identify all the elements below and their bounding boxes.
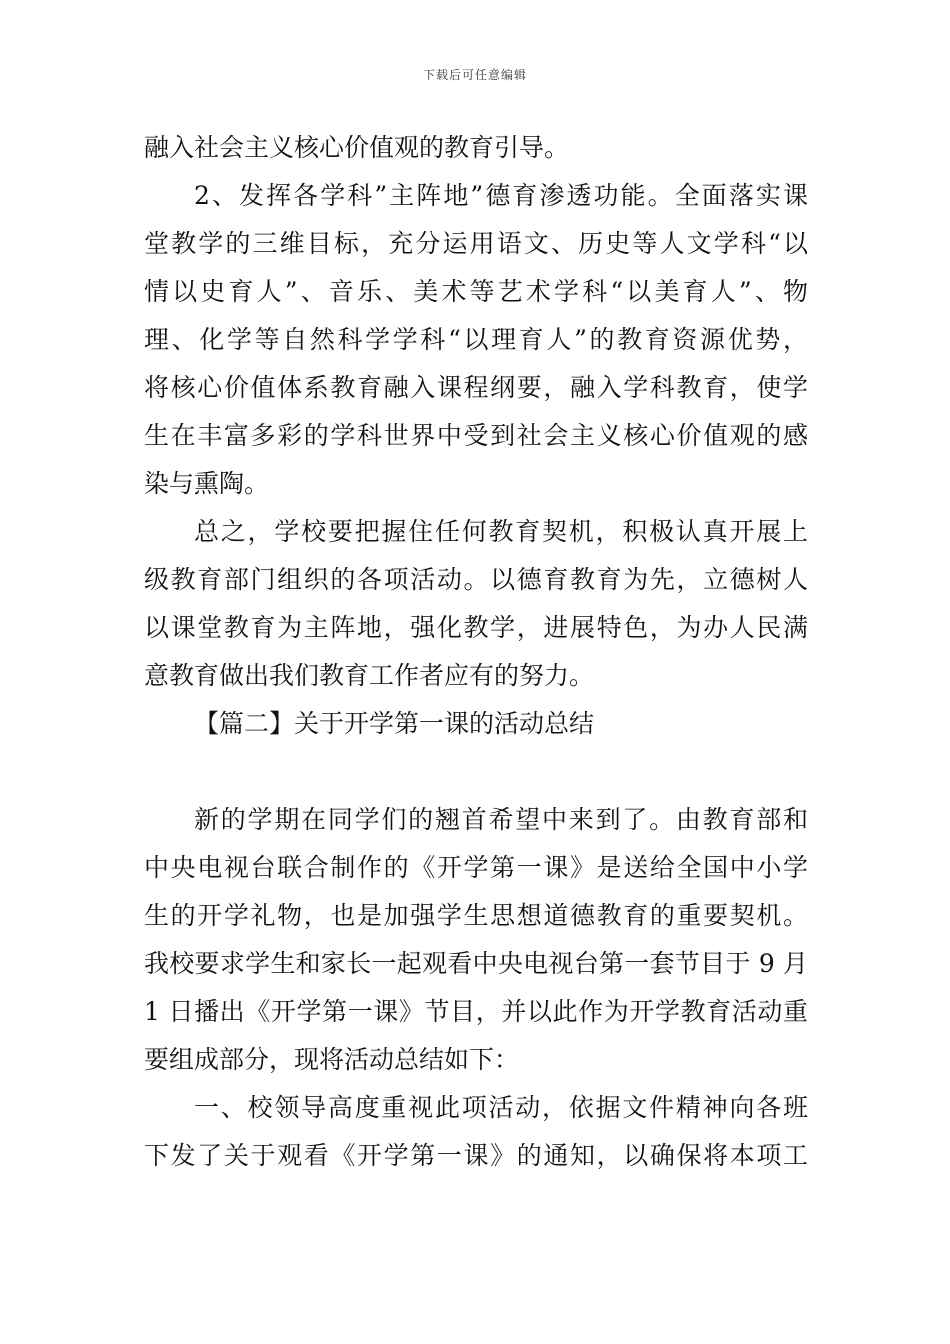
text-line: 级教育部门组织的各项活动。以德育教育为先，立德树人: [144, 565, 808, 594]
text-line: 将核心价值体系教育融入课程纲要，融入学科教育，使学: [144, 373, 808, 402]
text-line: 理、化学等自然科学学科“以理育人”的教育资源优势，: [144, 325, 808, 354]
text-line: 中央电视台联合制作的《开学第一课》是送给全国中小学: [144, 853, 808, 882]
text-line: 2、发挥各学科”主阵地”德育渗透功能。全面落实课: [194, 181, 808, 210]
text-line: 染与熏陶。: [144, 469, 270, 498]
text-line: 我校要求学生和家长一起观看中央电视台第一套节目于 9 月: [144, 949, 808, 978]
text-line: 堂教学的三维目标，充分运用语文、历史等人文学科“以: [144, 229, 808, 258]
text-line: 一、校领导高度重视此项活动，依据文件精神向各班: [194, 1093, 808, 1122]
document-body: [144, 124, 808, 1180]
text-line: 融入社会主义核心价值观的教育引导。: [144, 133, 570, 162]
blank-line: [144, 748, 808, 796]
text-line: 生的开学礼物，也是加强学生思想道德教育的重要契机。: [144, 901, 808, 930]
text-line: 意教育做出我们教育工作者应有的努力。: [144, 661, 595, 690]
text-line: 【篇二】关于开学第一课的活动总结: [194, 709, 595, 738]
text-line: 要组成部分，现将活动总结如下：: [144, 1045, 520, 1074]
text-line: 总之，学校要把握住任何教育契机，积极认真开展上: [194, 517, 808, 546]
text-line: 情以史育人”、音乐、美术等艺术学科“以美育人”、物: [144, 277, 808, 306]
text-line: 以课堂教育为主阵地，强化教学，进展特色，为办人民满: [144, 613, 808, 642]
text-line: 下发了关于观看《开学第一课》的通知，以确保将本项工: [144, 1141, 808, 1170]
text-line: 生在丰富多彩的学科世界中受到社会主义核心价值观的感: [144, 421, 808, 450]
text-line: 新的学期在同学们的翘首希望中来到了。由教育部和: [194, 805, 808, 834]
page-header: 下载后可任意编辑: [422, 68, 527, 82]
text-line: 1 日播出《开学第一课》节目，并以此作为开学教育活动重: [144, 997, 808, 1026]
